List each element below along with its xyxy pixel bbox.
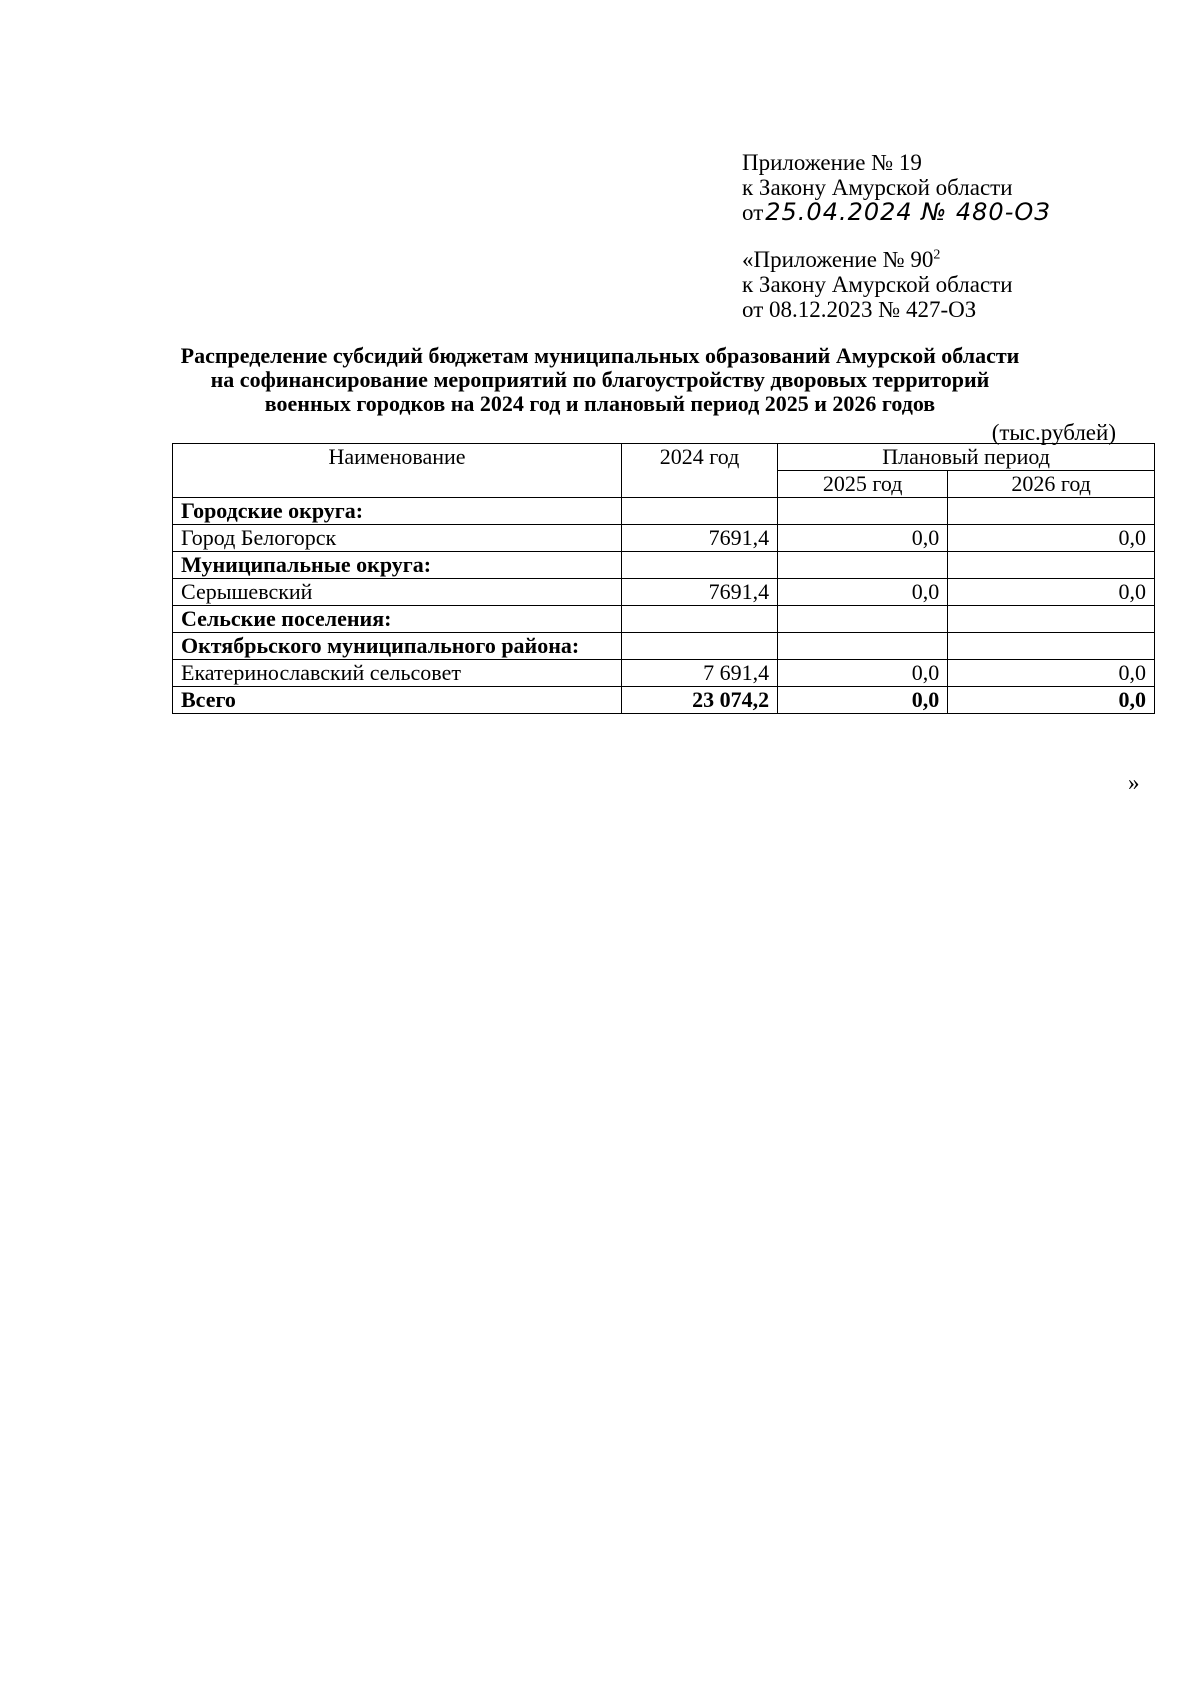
row-name: Городские округа: [173,498,622,525]
row-value-2026: 0,0 [948,660,1155,687]
attachment-header [742,150,1051,225]
row-name: Сельские поселения: [173,606,622,633]
original-attachment-law-ref: к Закону Амурской области [742,272,1013,297]
row-value-2025 [778,552,948,579]
row-value-2024: 7691,4 [622,525,778,552]
attachment-number: Приложение № 19 [742,150,922,175]
handwritten-date-number: 25.04.2024 № 480-ОЗ [765,198,1051,226]
header-2025: 2025 год [778,471,948,498]
attachment-superscript: 2 [933,247,941,263]
row-value-2025: 0,0 [778,579,948,606]
row-value-2024: 7691,4 [622,579,778,606]
row-value-2025 [778,633,948,660]
table-row [173,633,1155,660]
subsidy-table [172,443,1155,714]
original-attachment-date: от 08.12.2023 № 427-ОЗ [742,297,977,322]
row-value-2025: 0,0 [778,525,948,552]
closing-quote: » [1128,770,1140,795]
total-label: Всего [173,687,622,714]
date-prefix: от [742,200,764,225]
title-line-1: Распределение субсидий бюджетам муниципальных образований Амурской области [180,343,1020,368]
row-value-2026: 0,0 [948,579,1155,606]
row-name: Город Белогорск [173,525,622,552]
attachment-law-ref: к Закону Амурской области [742,175,1013,200]
table-row [173,525,1155,552]
header-name: Наименование [173,444,622,498]
document-title [150,344,1050,416]
table-row [173,660,1155,687]
row-name: Октябрьского муниципального района: [173,633,622,660]
original-attachment-number [742,247,1013,272]
total-row [173,687,1155,714]
total-value-2026: 0,0 [948,687,1155,714]
table-row [173,606,1155,633]
row-value-2026: 0,0 [948,525,1155,552]
attachment-date-line [742,200,1051,225]
original-attachment-header [742,247,1013,322]
header-2024: 2024 год [622,444,778,498]
row-name: Екатеринославский сельсовет [173,660,622,687]
row-name: Муниципальные округа: [173,552,622,579]
row-value-2026 [948,552,1155,579]
original-attachment-number-text: «Приложение № 90 [742,247,934,272]
total-value-2024: 23 074,2 [622,687,778,714]
title-line-3: военных городков на 2024 год и плановый период 2025 и 2026 годов [264,391,936,416]
total-value-2025: 0,0 [778,687,948,714]
row-value-2024 [622,633,778,660]
row-value-2026 [948,498,1155,525]
row-value-2024 [622,498,778,525]
row-value-2024 [622,606,778,633]
row-value-2024 [622,552,778,579]
header-2026: 2026 год [948,471,1155,498]
units-label: (тыс.рублей) [991,420,1116,445]
title-line-2: на софинансирование мероприятий по благоустройству дворовых территорий [210,367,990,392]
row-value-2025 [778,498,948,525]
row-value-2025 [778,606,948,633]
row-value-2026 [948,606,1155,633]
table-row [173,498,1155,525]
row-name: Серышевский [173,579,622,606]
table-row [173,579,1155,606]
table-row [173,552,1155,579]
row-value-2026 [948,633,1155,660]
row-value-2024: 7 691,4 [622,660,778,687]
header-planned-period: Плановый период [778,444,1155,471]
row-value-2025: 0,0 [778,660,948,687]
